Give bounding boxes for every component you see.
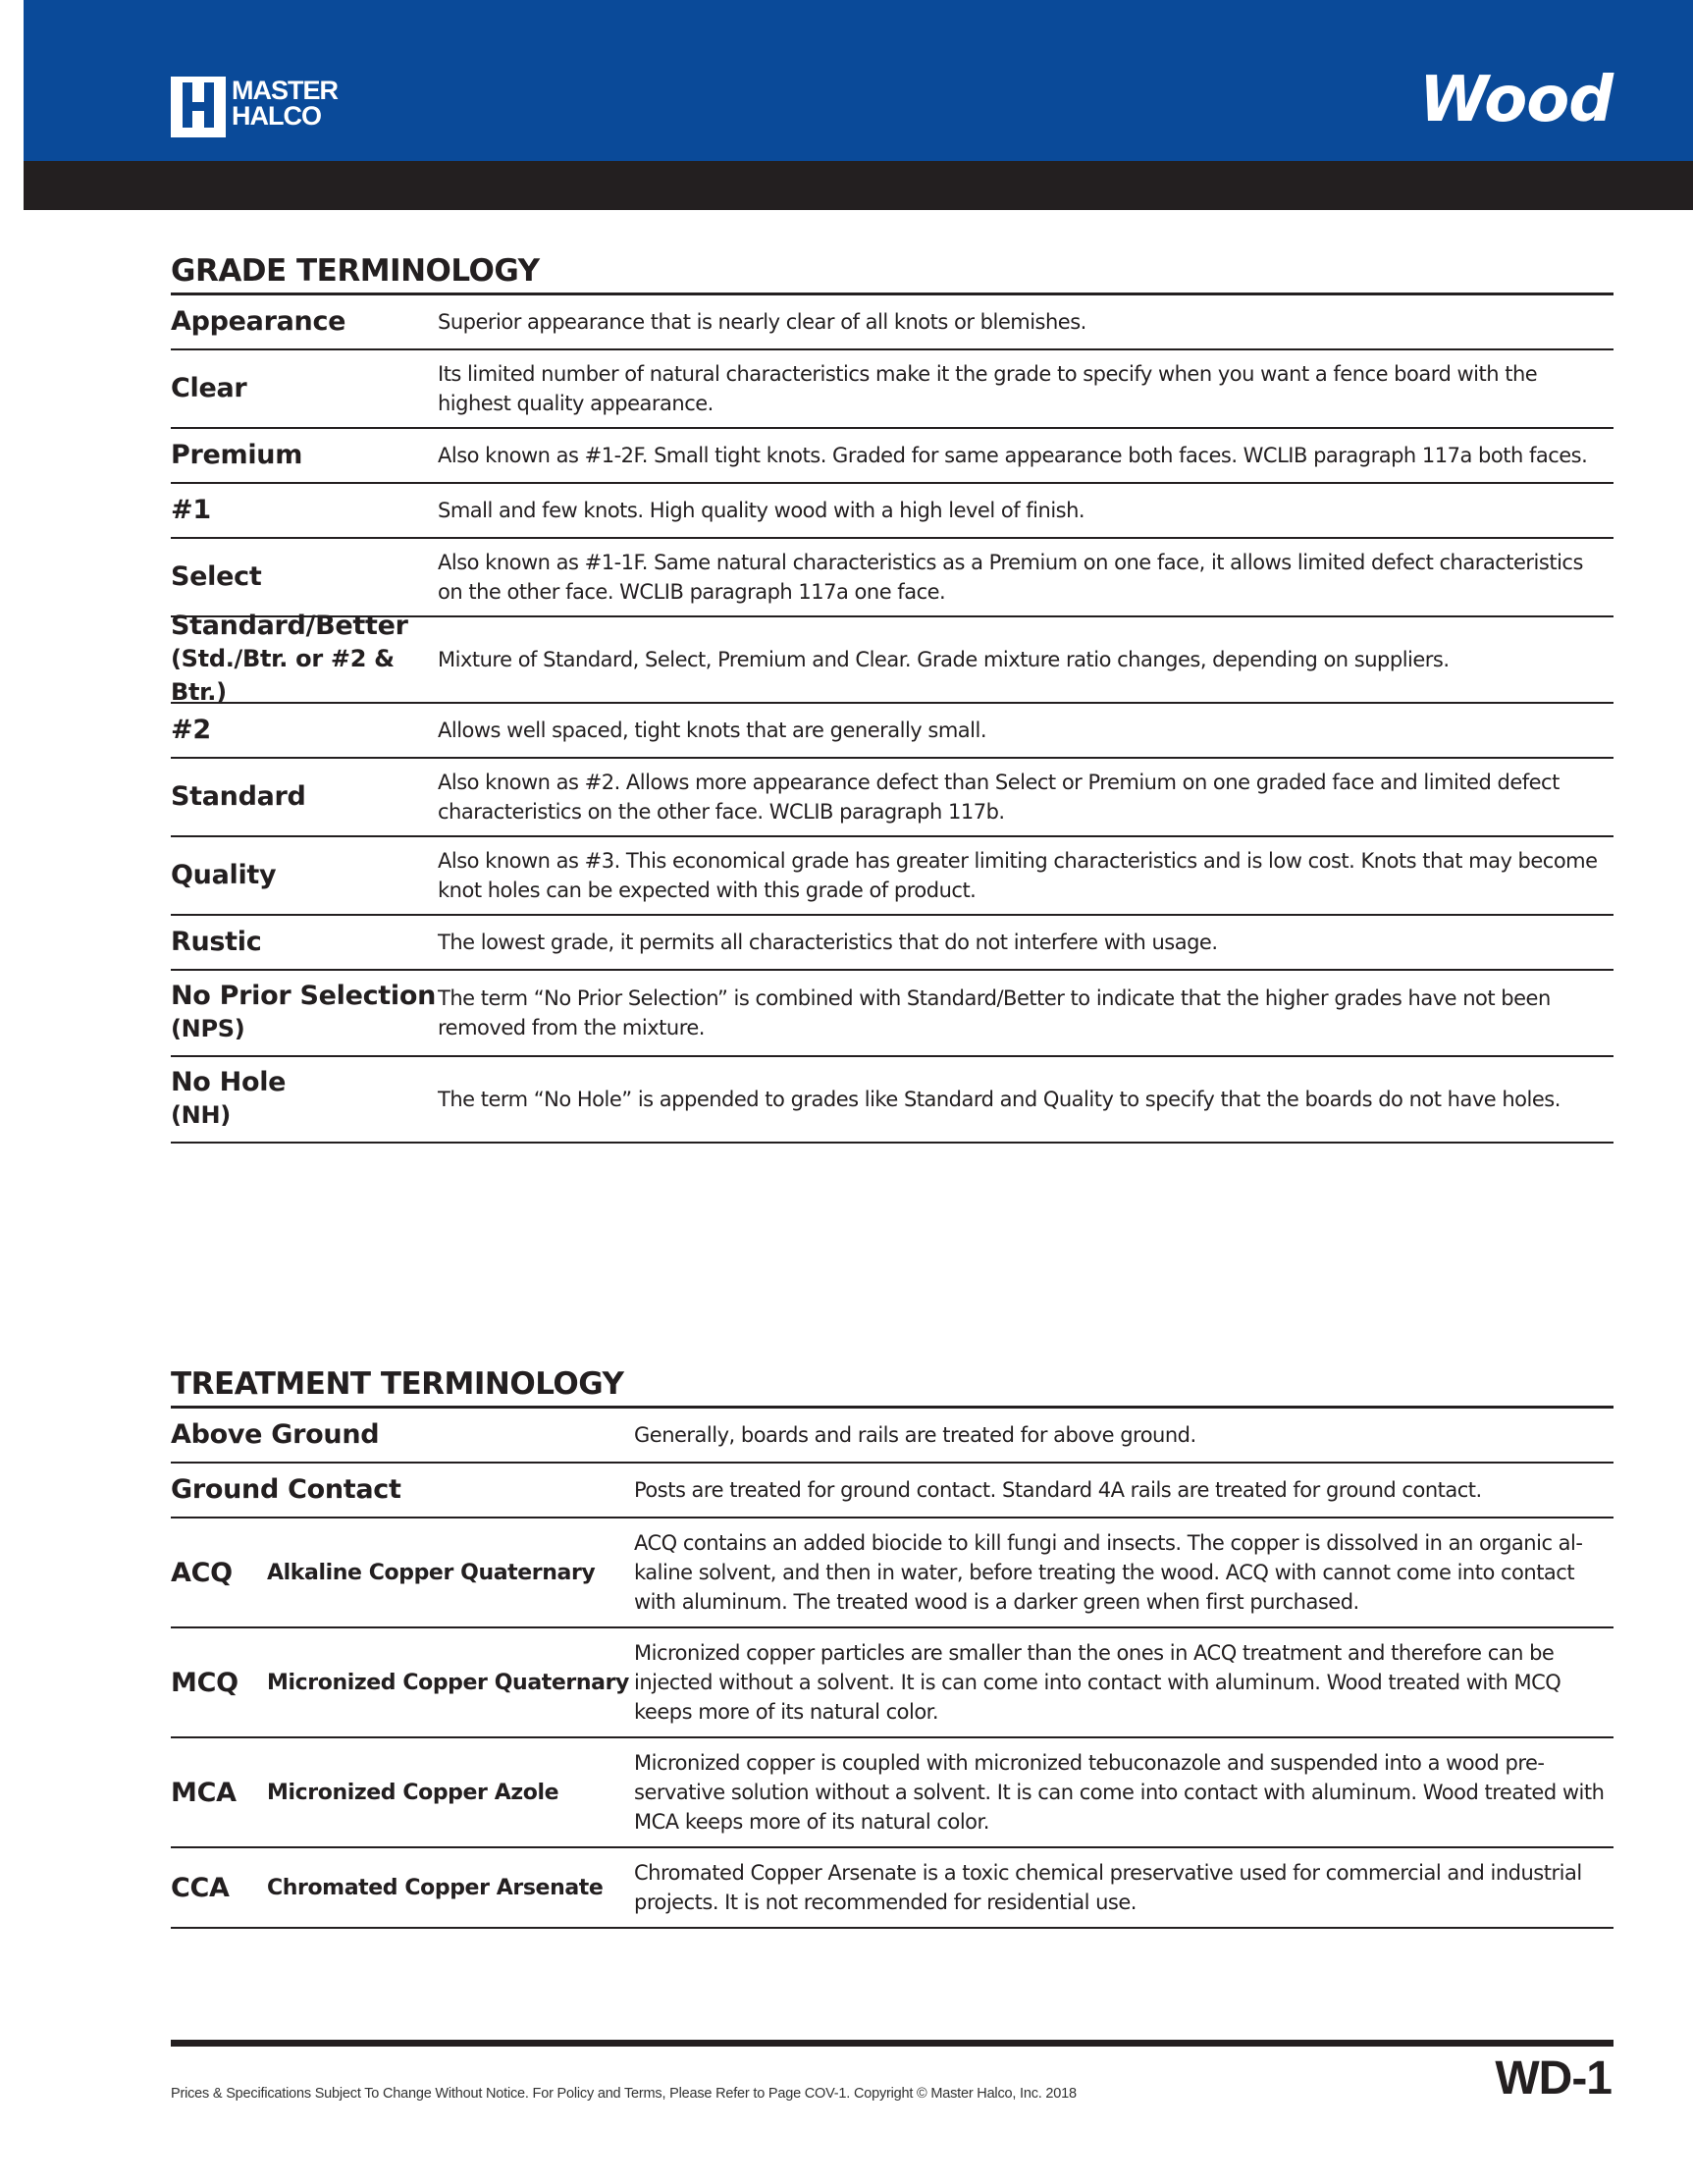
logo-line-1: MASTER (232, 76, 338, 105)
treatment-abbreviation: CCA (171, 1872, 230, 1903)
term-definition: Micronized copper particles are smaller than the ones in ACQ treatment and therefore can be injected without a solvent. It is can come into contact with aluminum. Wood treated with MCQ keeps more of its natural color. (634, 1641, 1561, 1724)
term-abbreviation: (Std./Btr. or #2 & Btr.) (171, 645, 395, 706)
term-definition: The lowest grade, it permits all characteristics that do not interfere with usage. (438, 931, 1218, 954)
term-definition: The term “No Prior Selection” is combined with Standard/Better to indicate that the higher grades have not been removed from the mixture. (438, 986, 1551, 1039)
term-name: Standard (171, 781, 306, 812)
logo-line-2: HALCO (232, 101, 321, 131)
term-label (171, 561, 438, 593)
term-name: #2 (171, 715, 211, 745)
term-definition: Also known as #3. This economical grade has greater limiting characteristics and is low cost. Knots that may become knot holes can be expected with this grade of product. (438, 849, 1598, 902)
term-label (171, 1067, 438, 1132)
footer-note: Prices & Specifications Subject To Change Without Notice. For Policy and Terms, Please Refer to Page COV-1. Copyright © Master Halco, Inc. 2018 (171, 2086, 1077, 2102)
term-name: Rustic (171, 927, 262, 957)
term-name: Select (171, 561, 262, 592)
term-label (171, 495, 438, 526)
header-band (24, 161, 1693, 210)
treatment-full-name: Micronized Copper Quaternary (267, 1670, 629, 1695)
table-row (171, 539, 1614, 617)
term-label (171, 781, 438, 813)
table-row (171, 429, 1614, 484)
grade-terminology-section (171, 251, 1614, 1144)
table-row (171, 704, 1614, 759)
term-definition: Mixture of Standard, Select, Premium and Clear. Grade mixture ratio changes, depending on suppliers. (438, 648, 1450, 671)
term-definition: Superior appearance that is nearly clear of all knots or blemishes. (438, 310, 1086, 334)
table-row (171, 1628, 1614, 1738)
table-row (171, 916, 1614, 971)
table-row (171, 971, 1614, 1057)
term-definition: Allows well spaced, tight knots that are generally small. (438, 719, 987, 742)
term-name: Quality (171, 860, 277, 890)
table-row (171, 611, 1614, 706)
page-title: Wood (1419, 64, 1613, 136)
term-name: #1 (171, 495, 211, 525)
table-row (171, 759, 1614, 837)
term-label (171, 306, 438, 338)
table-row (171, 295, 1614, 350)
table-row (171, 484, 1614, 539)
table-row (171, 837, 1614, 916)
term-definition: ACQ contains an added biocide to kill fungi and insects. The copper is dissolved in an organic al-kaline solvent, and then in water, before treating the wood. ACQ with cannot come into contact with aluminum. The treated wood is a darker green when first purchased. (634, 1531, 1583, 1614)
term-definition: Also known as #1-1F. Same natural characteristics as a Premium on one face, it allows limited defect characteristics on the other face. WCLIB paragraph 117a one face. (438, 551, 1583, 604)
table-row (171, 1848, 1614, 1929)
section-heading: GRADE TERMINOLOGY (171, 251, 1614, 295)
treatment-terminology-section (171, 1364, 1614, 1929)
term-label (171, 860, 438, 891)
table-row (171, 1409, 1614, 1464)
treatment-full-name: Micronized Copper Azole (267, 1780, 559, 1805)
term-abbreviation: (NH) (171, 1101, 231, 1129)
term-label (171, 440, 438, 471)
term-name: Clear (171, 373, 247, 403)
treatment-full-name: Alkaline Copper Quaternary (267, 1560, 596, 1585)
treatment-table (171, 1409, 1614, 1929)
treatment-full-name: Chromated Copper Arsenate (267, 1875, 604, 1900)
term-definition: Also known as #1-2F. Small tight knots. Graded for same appearance both faces. WCLIB paragraph 117a both faces. (438, 444, 1588, 467)
footer-rule (171, 2040, 1614, 2047)
term-name: Appearance (171, 306, 346, 337)
term-label (171, 715, 438, 746)
term-label: Above Ground (171, 1419, 380, 1450)
term-definition: The term “No Hole” is appended to grades like Standard and Quality to specify that the boards do not have holes. (438, 1088, 1561, 1111)
treatment-abbreviation: MCA (171, 1777, 237, 1808)
term-label (171, 927, 438, 958)
table-row (171, 1738, 1614, 1848)
logo-wordmark (232, 78, 338, 129)
term-name: No Hole (171, 1067, 287, 1097)
term-definition: Chromated Copper Arsenate is a toxic chemical preservative used for commercial and industrial projects. It is not recommended for residential use. (634, 1861, 1582, 1914)
term-definition: Small and few knots. High quality wood with a high level of finish. (438, 499, 1085, 522)
table-row (171, 350, 1614, 429)
term-label (171, 373, 438, 404)
master-halco-logo (171, 77, 338, 137)
term-definition: Its limited number of natural characteristics make it the grade to specify when you want a fence board with the highest quality appearance. (438, 362, 1538, 415)
table-row (171, 1464, 1614, 1518)
grade-table (171, 295, 1614, 1144)
treatment-abbreviation: MCQ (171, 1667, 238, 1698)
term-label (171, 981, 438, 1045)
term-abbreviation: (NPS) (171, 1015, 245, 1042)
treatment-abbreviation: ACQ (171, 1557, 233, 1588)
term-definition: Generally, boards and rails are treated for above ground. (634, 1423, 1196, 1447)
term-name: Premium (171, 440, 303, 470)
table-row (171, 1057, 1614, 1144)
h-logo-icon (171, 77, 226, 137)
term-label (171, 611, 438, 709)
term-name: No Prior Selection (171, 981, 437, 1011)
page-number: WD-1 (1495, 2052, 1612, 2104)
term-label: Ground Contact (171, 1474, 401, 1505)
term-definition: Also known as #2. Allows more appearance defect than Select or Premium on one graded face and limited defect characteristics on the other face. WCLIB paragraph 117b. (438, 771, 1560, 824)
section-heading: TREATMENT TERMINOLOGY (171, 1364, 1614, 1409)
term-definition: Posts are treated for ground contact. Standard 4A rails are treated for ground contact. (634, 1478, 1482, 1502)
table-row (171, 1518, 1614, 1628)
term-definition: Micronized copper is coupled with micronized tebuconazole and suspended into a wood pre-servative solution without a solvent. It is can come into contact with aluminum. Wood treated with MCA keeps more of its natural color. (634, 1751, 1605, 1834)
term-name: Standard/Better (171, 611, 408, 641)
